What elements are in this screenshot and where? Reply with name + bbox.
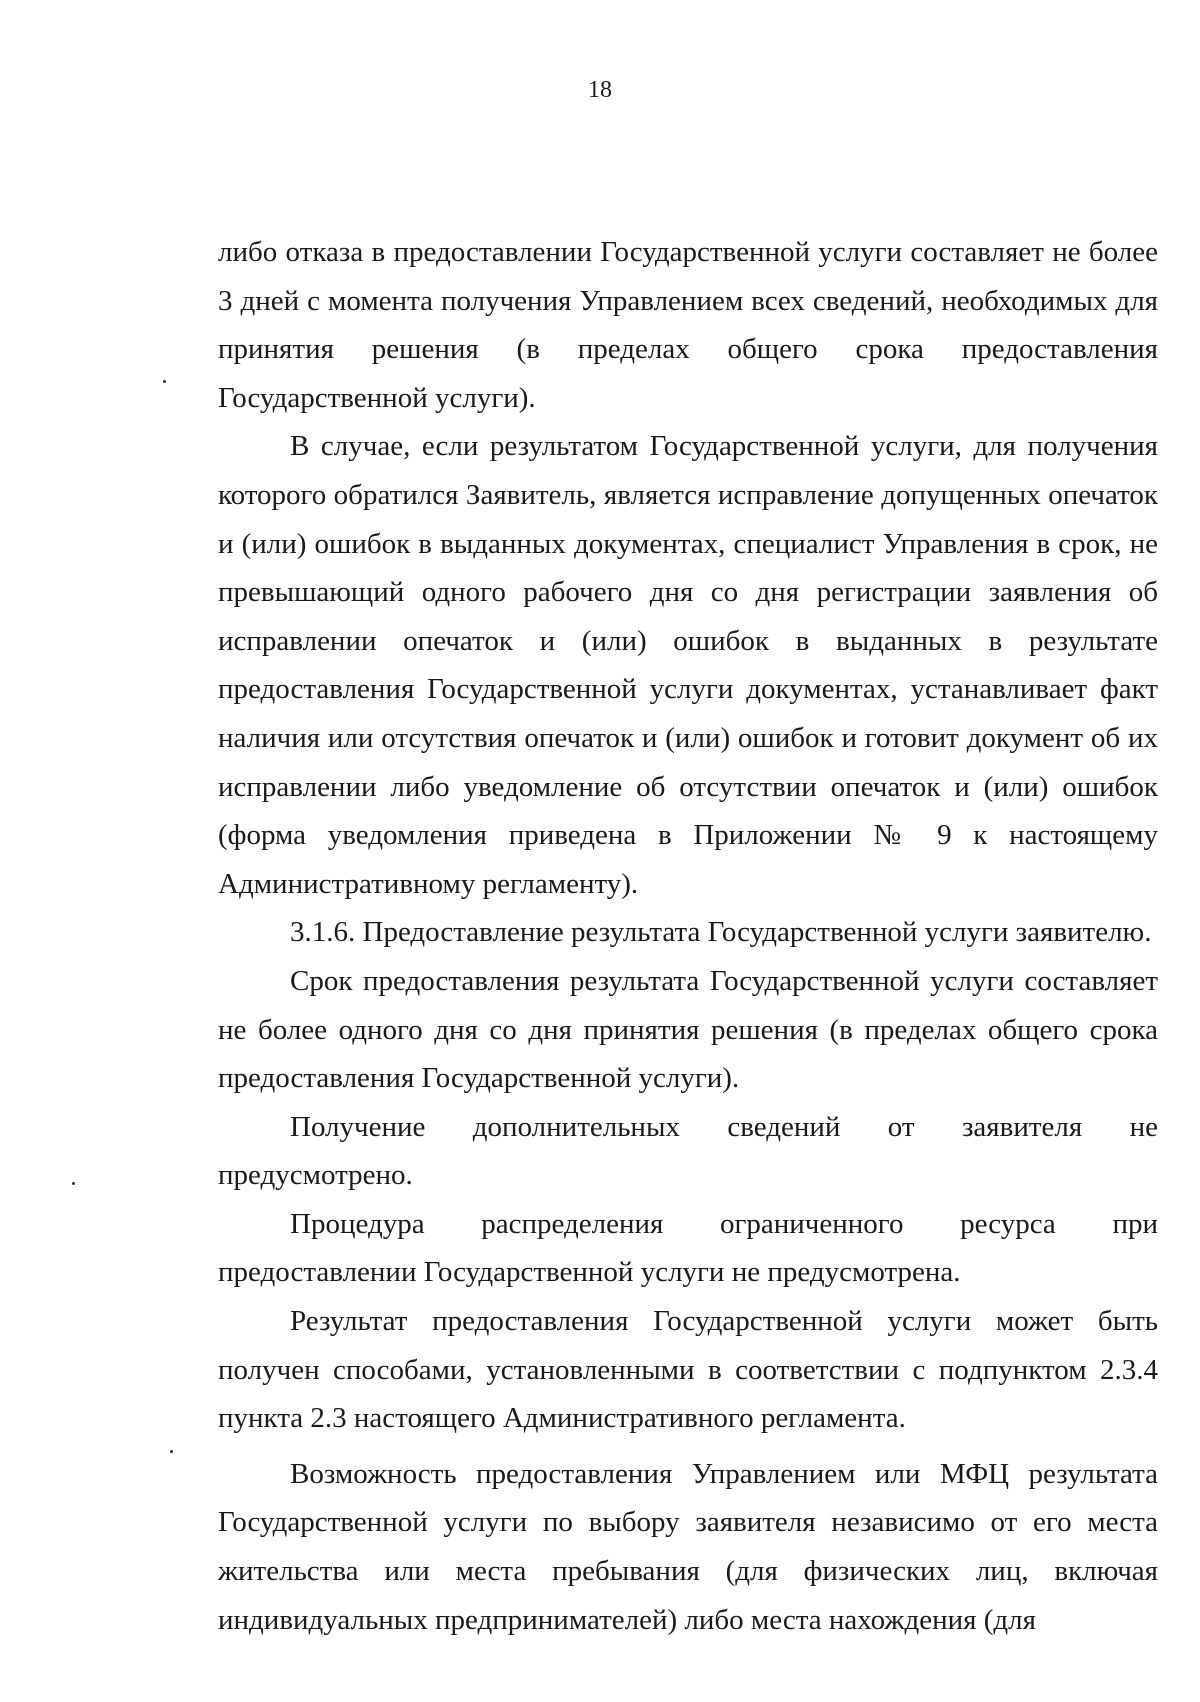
scan-speck [170, 1450, 173, 1453]
document-body [218, 228, 1158, 1644]
scan-speck [72, 1182, 75, 1185]
page-number: 18 [588, 77, 612, 103]
paragraph-result-methods: Результат предоставления Государственной услуги может быть получен способами, установленными в соответствии с подпунктом 2.3.4 пункта 2.3 настоящего Административного регламента. [218, 1305, 1158, 1435]
scan-speck [163, 380, 166, 383]
paragraph-continuation: либо отказа в предоставлении Государственной услуги составляет не более 3 дней с момента получения Управлением всех сведений, необходимых для принятия решения (в пределах общего срока предоставления Государственной услуги). [218, 236, 1158, 414]
paragraph-result-term: Срок предоставления результата Государственной услуги составляет не более одного дня со дня принятия решения (в пределах общего срока предоставления Государственной услуги). [218, 964, 1158, 1095]
section-heading-3-1-6: 3.1.6. Предоставление результата Государственной услуги заявителю. [290, 916, 1152, 949]
paragraph-error-correction: В случае, если результатом Государственной услуги, для получения которого обратился Заявитель, является исправление допущенных опечаток и (или) ошибок в выданных документах, специалист Управления в срок, не превышающий одного рабочего дня со дня регистрации заявления об исправлении опечаток и (или) ошибок в выданных в результате предоставления Государственной услуги документах, устанавливает факт наличия или отсутствия опечаток и (или) ошибок и готовит документ об их исправлении либо уведомление об отсутствии опечаток и (или) ошибок (форма уведомления приведена в Приложении № 9 к настоящему Административному регламенту). [218, 430, 1158, 900]
paragraph-resource-distribution: Процедура распределения ограниченного ресурса при предоставлении Государственной услуги не предусмотрена. [218, 1207, 1158, 1289]
paragraph-additional-info: Получение дополнительных сведений от заявителя не предусмотрено. [218, 1110, 1158, 1192]
paragraph-result-location: Возможность предоставления Управлением или МФЦ результата Государственной услуги по выбору заявителя независимо от его места жительства или места пребывания (для физических лиц, включая индивидуальных предпринимателей) либо места нахождения (для [218, 1457, 1158, 1636]
